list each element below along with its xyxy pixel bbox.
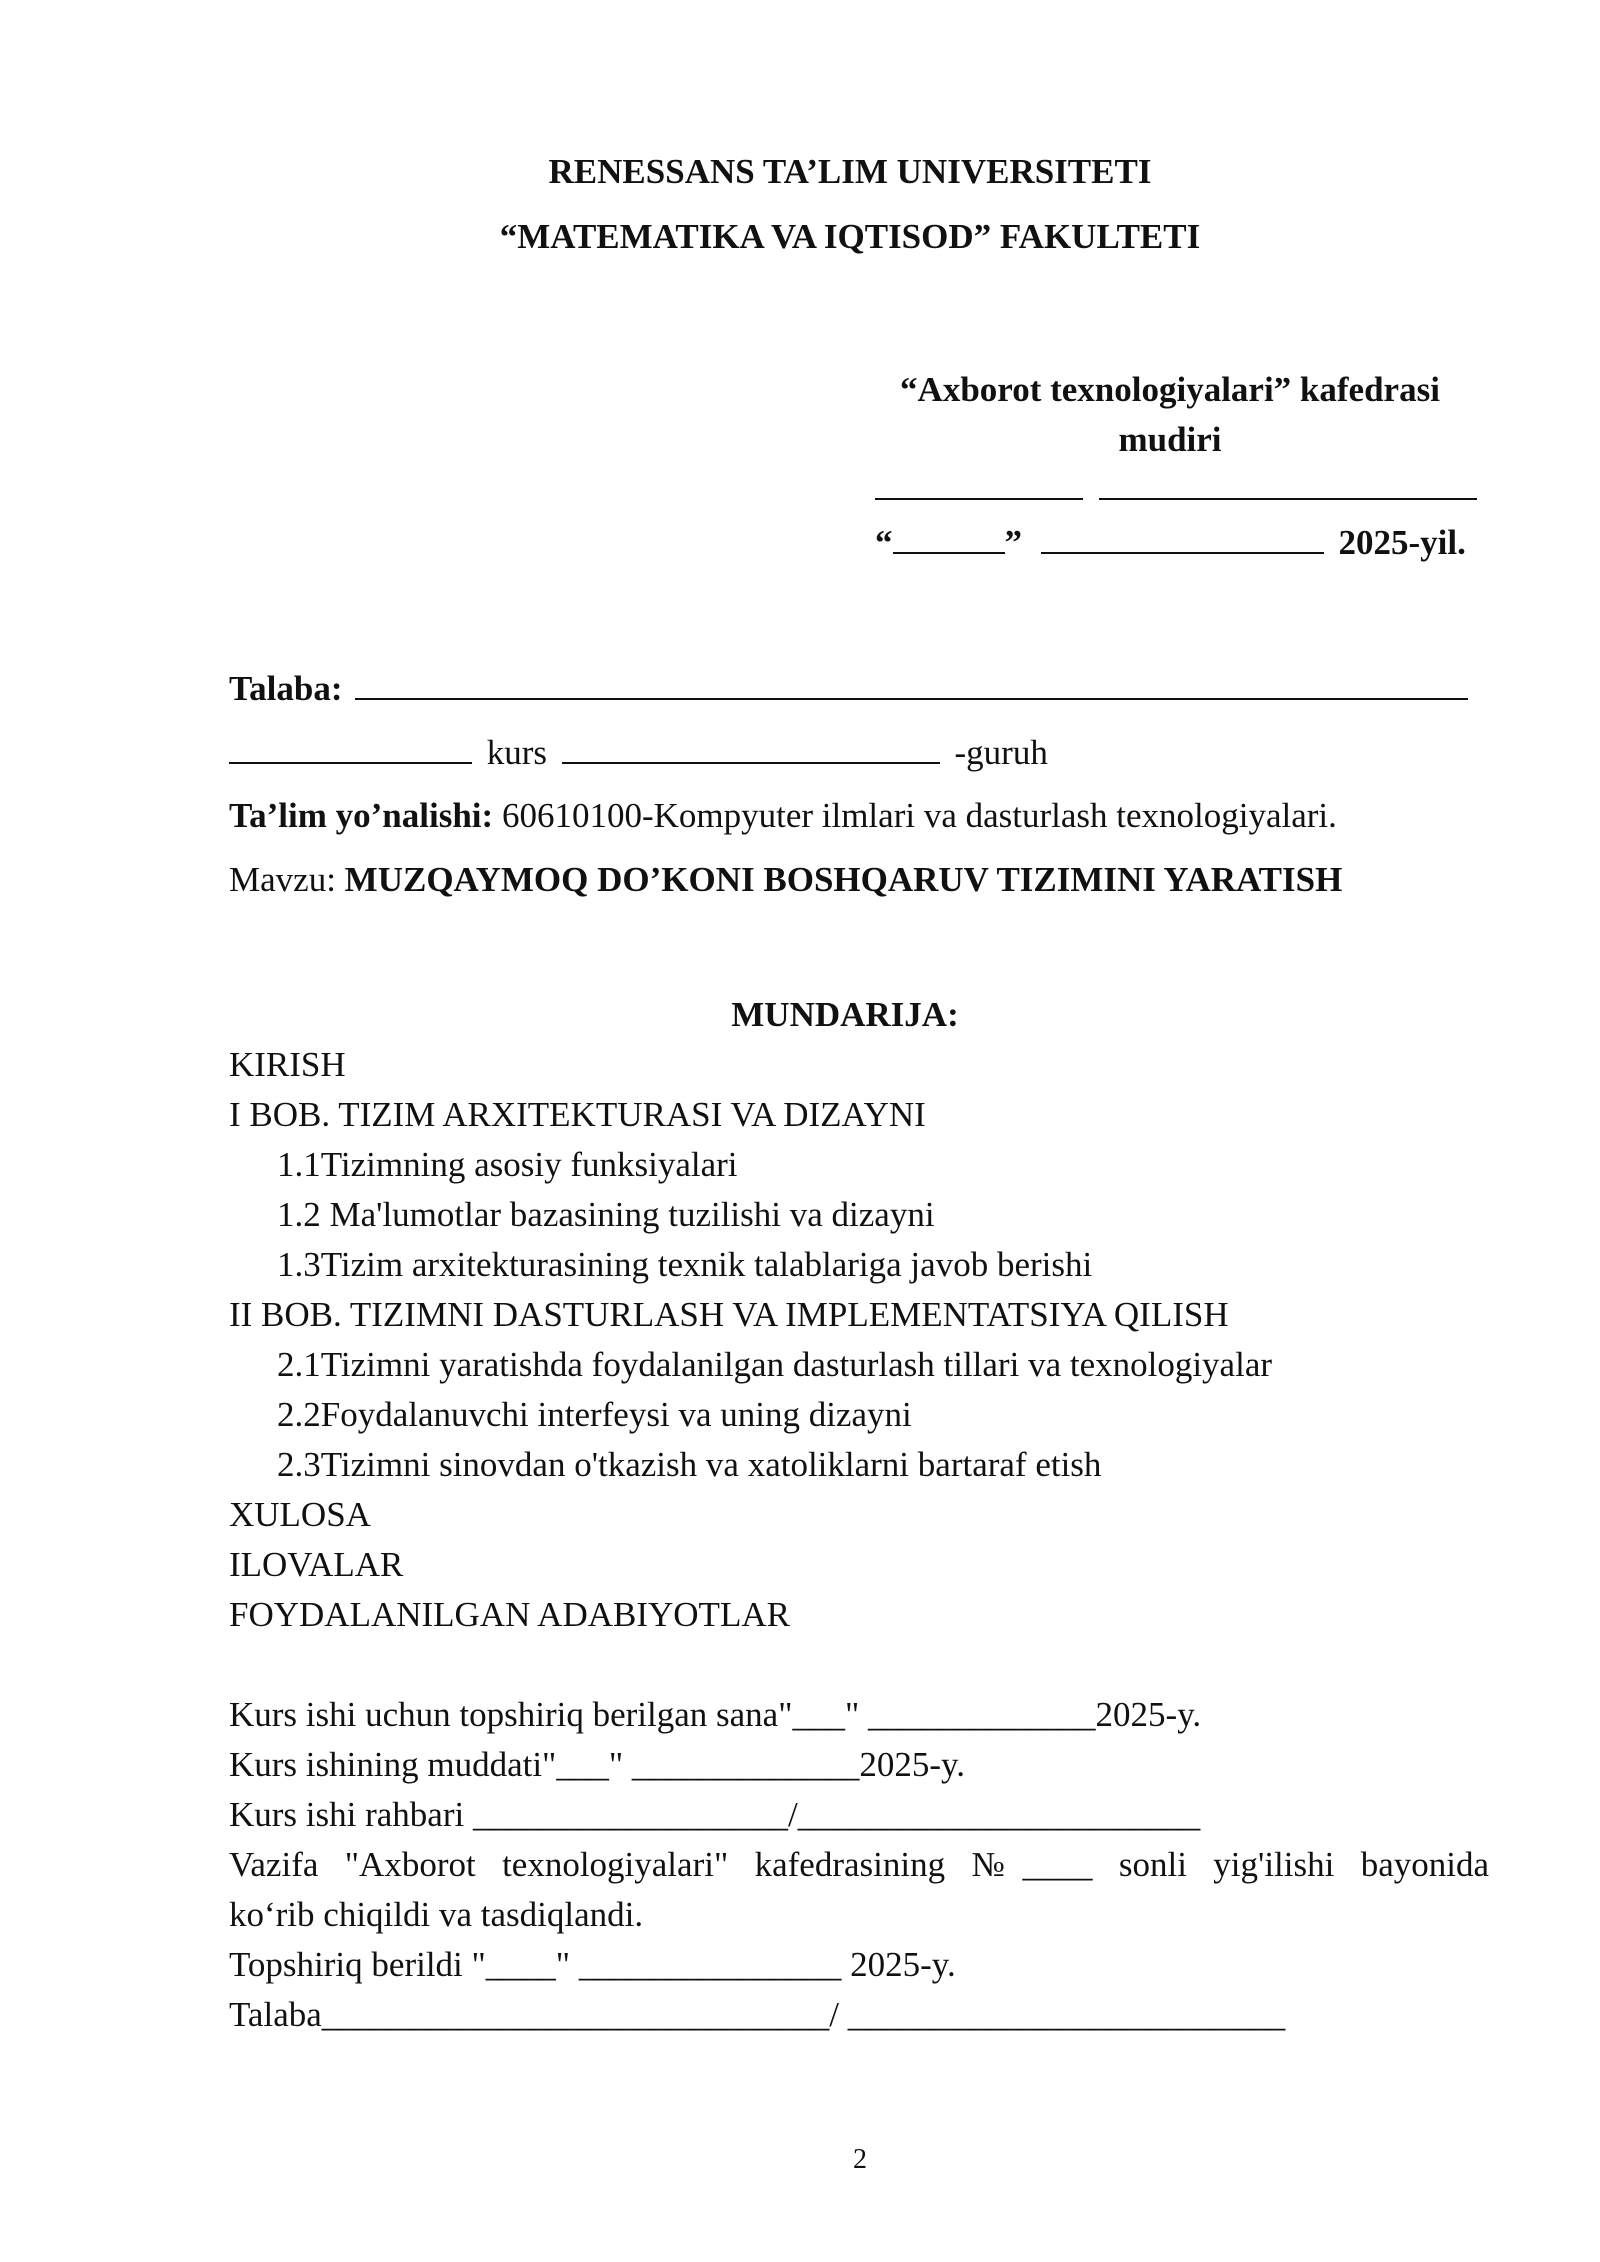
toc-subitem: 1.1Tizimning asosiy funksiyalari (277, 1145, 738, 1184)
direction-label: Ta’lim yo’nalishi: (229, 796, 494, 835)
course-group-line (229, 730, 1048, 775)
toc-subitem: 1.2 Ma'lumotlar bazasining tuzilishi va dizayni (277, 1195, 935, 1234)
university-title: RENESSANS TA’LIM UNIVERSITETI (548, 152, 1152, 191)
approval-text-line2: ko‘rib chiqildi va tasdiqlandi. (229, 1895, 644, 1934)
page-number: 2 (853, 2144, 867, 2175)
topic-label: Mavzu: (229, 860, 336, 899)
direction-value: 60610100-Kompyuter ilmlari va dasturlash texnologiyalari. (501, 796, 1337, 835)
guruh-label: -guruh (954, 733, 1048, 772)
task-given-line: Topshiriq berildi "____" _______________ 2025-y. (229, 1945, 956, 1984)
approval-title-line1: “Axborot texnologiyalari” kafedrasi (900, 370, 1440, 409)
toc-item: KIRISH (229, 1045, 346, 1084)
direction-line (229, 794, 1337, 838)
approval-year: 2025-yil. (1338, 523, 1466, 562)
toc-subitem: 1.3Tizim arxitekturasining texnik talablariga javob berishi (277, 1245, 1093, 1284)
approval-text-line1: Vazifa "Axborot texnologiyalari" kafedrasining №____ sonli yig'ilishi bayonida (229, 1845, 1489, 1884)
supervisor-line: Kurs ishi rahbari __________________/_______________________ (229, 1795, 1201, 1834)
approval-signature-line (875, 466, 1477, 511)
approval-date-line: “ ” 2025-yil. (875, 520, 1466, 565)
toc-subitem: 2.3Tizimni sinovdan o'tkazish va xatoliklarni bartaraf etish (277, 1445, 1102, 1484)
faculty-title: “MATEMATIKA VA IQTISOD” FAKULTETI (499, 217, 1201, 256)
topic-value: MUZQAYMOQ DO’KONI BOSHQARUV TIZIMINI YARATISH (344, 860, 1343, 899)
student-signature-line: Talaba_____________________________/ _________________________ (229, 1995, 1286, 2034)
kurs-label: kurs (486, 733, 548, 772)
topic-line (229, 858, 1342, 902)
toc-item: I BOB. TIZIM ARXITEKTURASI VA DIZAYNI (229, 1095, 926, 1134)
approval-title-line2: mudiri (1118, 420, 1222, 459)
toc-subitem: 2.1Tizimni yaratishda foydalanilgan dasturlash tillari va texnologiyalar (277, 1345, 1273, 1384)
toc-item: FOYDALANILGAN ADABIYOTLAR (229, 1595, 790, 1634)
toc-item: II BOB. TIZIMNI DASTURLASH VA IMPLEMENTATSIYA QILISH (229, 1295, 1229, 1334)
student-line: Talaba: (229, 666, 1468, 711)
deadline-line: Kurs ishining muddati"___" _____________2025-y. (229, 1745, 966, 1784)
toc-heading: MUNDARIJA: (731, 995, 959, 1034)
toc-subitem: 2.2Foydalanuvchi interfeysi va uning dizayni (277, 1395, 912, 1434)
toc-item: ILOVALAR (229, 1545, 404, 1584)
assigned-date-line: Kurs ishi uchun topshiriq berilgan sana"___" _____________2025-y. (229, 1695, 1202, 1734)
toc-item: XULOSA (229, 1495, 371, 1534)
